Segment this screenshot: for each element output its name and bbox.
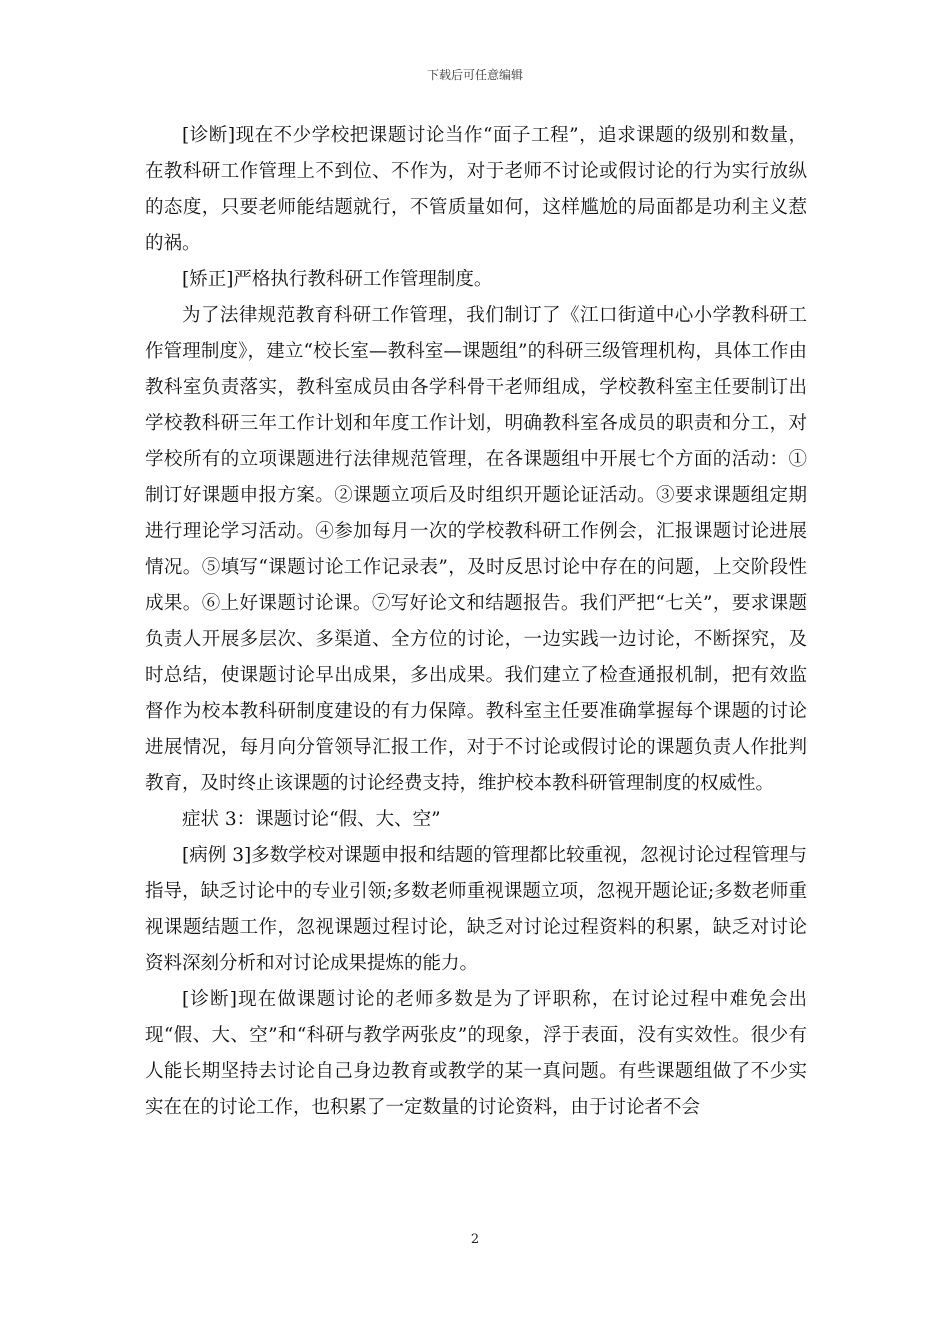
- paragraph-diagnosis-1: [诊断]现在不少学校把课题讨论当作“面子工程”，追求课题的级别和数量，在教科研工作管理上不到位、不作为，对于老师不讨论或假讨论的行为实行放纵的态度，只要老师能结题就行，不管质量如何，这样尴尬的局面都是功利主义惹的祸。: [145, 125, 807, 254]
- document-body: [145, 118, 807, 1126]
- paragraph-diagnosis-2: [诊断]现在做课题讨论的老师多数是为了评职称，在讨论过程中难免会出现“假、大、空”和“科研与教学两张皮”的现象，浮于表面，没有实效性。很少有人能长期坚持去讨论自己身边教育或教学的某一真问题。有些课题组做了不少实实在在的讨论工作，也积累了一定数量的讨论资料，由于讨论者不会: [145, 989, 807, 1118]
- paragraph-case-3: [病例 3]多数学校对课题申报和结题的管理都比较重视，忽视讨论过程管理与指导，缺乏讨论中的专业引领;多数老师重视课题立项，忽视开题论证;多数老师重视课题结题工作，忽视课题过程讨论，缺乏对讨论过程资料的积累，缺乏对讨论资料深刻分析和对讨论成果提炼的能力。: [145, 845, 807, 974]
- paragraph-correction: [矫正]严格执行教科研工作管理制度。: [182, 269, 493, 290]
- paragraph-symptom-3: 症状 3：课题讨论“假、大、空”: [182, 809, 441, 830]
- page-number: 2: [470, 1232, 480, 1247]
- paragraph-management-system: 为了法律规范教育科研工作管理，我们制订了《江口街道中心小学教科研工作管理制度》，建立“校长室—教科室—课题组”的科研三级管理机构，具体工作由教科室负责落实，教科室成员由各学科骨干老师组成，学校教科室主任要制订出学校教科研三年工作计划和年度工作计划，明确教科室各成员的职责和分工，对学校所有的立项课题进行法律规范管理，在各课题组中开展七个方面的活动：①制订好课题申报方案。②课题立项后及时组织开题论证活动。③要求课题组定期进行理论学习活动。④参加每月一次的学校教科研工作例会，汇报课题讨论进展情况。⑤填写“课题讨论工作记录表”，及时反思讨论中存在的问题，上交阶段性成果。⑥上好课题讨论课。⑦写好论文和结题报告。我们严把“七关”，要求课题负责人开展多层次、多渠道、全方位的讨论，一边实践一边讨论，不断探究，及时总结，使课题讨论早出成果，多出成果。我们建立了检查通报机制，把有效监督作为校本教科研制度建设的有力保障。教科室主任要准确掌握每个课题的讨论进展情况，每月向分管领导汇报工作，对于不讨论或假讨论的课题负责人作批判教育，及时终止该课题的讨论经费支持，维护校本教科研管理制度的权威性。: [145, 305, 807, 794]
- page-header: 下载后可任意编辑: [426, 68, 523, 82]
